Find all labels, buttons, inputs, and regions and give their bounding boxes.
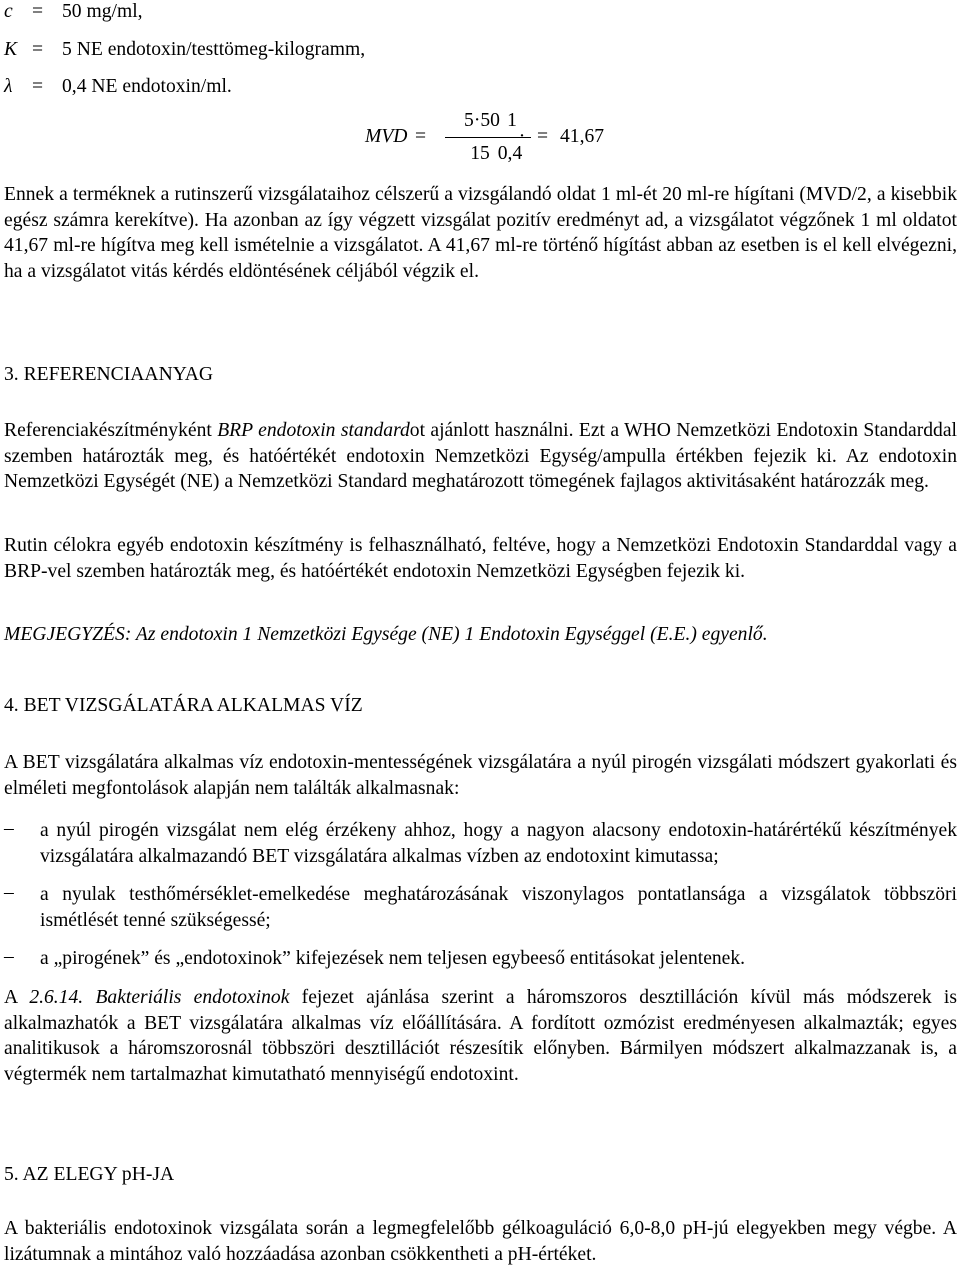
definition-value: 5 NE endotoxin/testtömeg-kilogramm, bbox=[62, 39, 366, 60]
list-item-text: a nyúl pirogén vizsgálat nem elég érzékeny ahhoz, hogy a nagyon alacsony endotoxin-határértékű készítmények vizsgálatára alkalmazandó BET vizsgálatára alkalmas vízben az endotoxint kimutassa; bbox=[40, 820, 957, 867]
paragraph-reference bbox=[4, 418, 957, 495]
paragraph-dilution: Ennek a terméknek a rutinszerű vizsgálataihoz célszerű a vizsgálandó oldat 1 ml-ét 20 ml-re hígítani (MVD/2, a kisebbik egész számra kerekítve). Ha azonban az így végzett vizsgálat pozitív eredményt ad, a vizsgálatot végzőnek 1 ml oldatot 41,67 ml-re hígítva meg kell ismételnie a vizsgálatot. A 41,67 ml-re történő hígítást abban az esetben is el kell elvégezni, ha a vizsgálatot vitás kérdés eldöntésének céljából végzik el. bbox=[4, 184, 957, 282]
dash-bullet: – bbox=[4, 818, 14, 839]
definition-equals: = bbox=[32, 39, 44, 60]
chapter-reference: 2.6.14. Bakteriális endotoxinok bbox=[29, 987, 290, 1008]
formula-lhs: MVD bbox=[365, 126, 408, 147]
fraction-numerator: 5·50 bbox=[464, 110, 500, 131]
paragraph-text: A bbox=[4, 987, 30, 1008]
paragraph-text: ot ajánlott használni. Ezt a WHO Nemzetközi Endotoxin Standarddal szemben határozták meg, és hatóértékét endotoxin Nemzetközi Egység/ampulla értékben fejezik ki. Az endotoxin Nemzetközi Egységét (NE) a Nemzetközi Standard meghatározott tömegének fajlagos aktivitásaként határozzák meg. bbox=[4, 420, 957, 492]
section-heading: 5. AZ ELEGY pH-JA bbox=[4, 1164, 175, 1185]
list-item-text: a „pirogének” és „endotoxinok” kifejezések nem teljesen egybeeső entitásokat jelentenek. bbox=[40, 948, 746, 969]
section-heading: 4. BET VIZSGÁLATÁRA ALKALMAS VÍZ bbox=[4, 695, 363, 716]
definition-symbol: λ bbox=[4, 76, 13, 97]
definition-value: 50 mg/ml, bbox=[62, 1, 143, 22]
fraction-numerator: 1 bbox=[507, 110, 517, 131]
paragraph-routine: Rutin célokra egyéb endotoxin készítmény is felhasználható, feltéve, hogy a Nemzetközi Endotoxin Standarddal vagy a BRP-vel szemben határozták meg, és hatóértékét endotoxin Nemzetközi Egységben fejezik ki. bbox=[4, 535, 957, 582]
definition-row bbox=[4, 37, 604, 74]
dash-bullet: – bbox=[4, 882, 14, 903]
formula-equals: = bbox=[415, 126, 427, 147]
paragraph-intro: A BET vizsgálatára alkalmas víz endotoxin-mentességének vizsgálatára a nyúl pirogén vizsgálati módszert gyakorlati és elméleti megfontolások alapján nem találták alkalmasnak: bbox=[4, 752, 957, 799]
formula-equals: = bbox=[537, 126, 549, 147]
formula-result: 41,67 bbox=[560, 126, 605, 147]
section-heading: 3. REFERENCIAANYAG bbox=[4, 364, 214, 385]
mvd-formula bbox=[365, 112, 605, 170]
fraction-bar bbox=[489, 137, 531, 138]
italic-term: BRP endotoxin standard bbox=[217, 420, 410, 441]
paragraph-ph: A bakteriális endotoxinok vizsgálata során a legmegfelelőbb gélkoaguláció 6,0-8,0 pH-jú elegyekben megy végbe. A lizátumnak a mintához való hozzáadása azonban csökkentheti a pH-értéket. bbox=[4, 1218, 957, 1265]
fraction-denominator: 0,4 bbox=[497, 143, 523, 164]
definition-equals: = bbox=[32, 76, 44, 97]
variable-definitions bbox=[4, 0, 604, 111]
paragraph-methods bbox=[4, 985, 957, 1087]
fraction-denominator: 15 bbox=[470, 143, 490, 164]
note: MEGJEGYZÉS: Az endotoxin 1 Nemzetközi Egysége (NE) 1 Endotoxin Egységgel (E.E.) egyenlő. bbox=[4, 624, 768, 645]
dash-bullet: – bbox=[4, 946, 14, 967]
paragraph-text: Referenciakészítményként bbox=[4, 420, 218, 441]
paragraph-text: fejezet ajánlása szerint a háromszoros desztilláción kívül más módszerek is alkalmazhatók a BET vizsgálatára alkalmas víz előállítására. A fordított ozmózist eredményesen alkalmazták; egyes analitikusok a háromszorosnál többszöri desztillációt részesítik előnyben. Bármilyen módszert alkalmazzanak is, a végtermék nem tartalmazhat kimutatható mennyiségű endotoxint. bbox=[4, 987, 957, 1085]
definition-symbol: K bbox=[4, 39, 18, 60]
definition-value: 0,4 NE endotoxin/ml. bbox=[62, 76, 232, 97]
definition-row bbox=[4, 74, 604, 111]
definition-equals: = bbox=[32, 1, 44, 22]
definition-row bbox=[4, 0, 604, 36]
definition-symbol: c bbox=[4, 1, 13, 22]
list-item-text: a nyulak testhőmérséklet-emelkedése meghatározásának viszonylagos pontatlansága a vizsgálatok többszöri ismétlését tenné szükségessé; bbox=[40, 884, 957, 931]
